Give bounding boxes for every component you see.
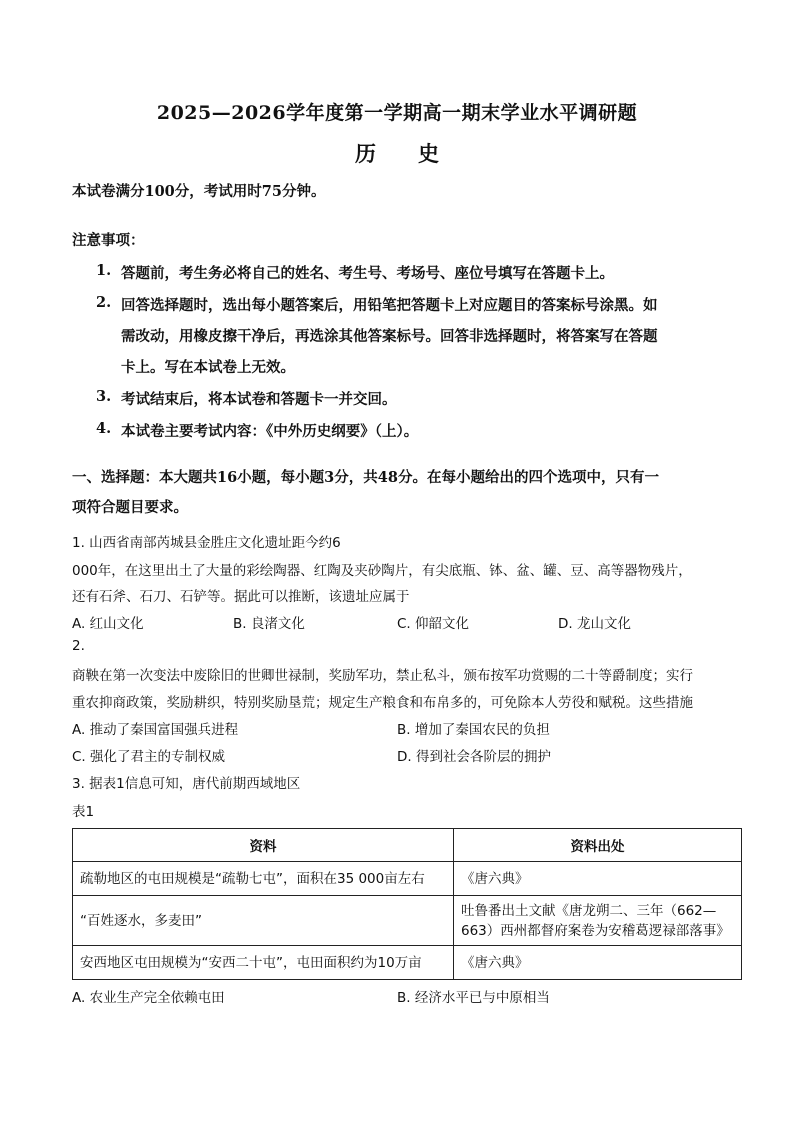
option-d: D. 得到社会各阶层的拥护 [397, 749, 551, 765]
option-b: B. 增加了秦国农民的负担 [397, 722, 550, 738]
option-a: A. 农业生产完全依赖屯田 [72, 990, 225, 1006]
exam-title: 2025—2026学年度第一学期高一期末学业水平调研题 [156, 102, 638, 124]
option-a: A. 红山文化 [72, 616, 144, 632]
option-b: B. 良渚文化 [233, 616, 305, 632]
table-cell-line: 《唐六典》 [461, 870, 529, 887]
table-row [73, 862, 742, 896]
option-c: C. 仰韶文化 [397, 616, 470, 632]
table-caption: 表1 [72, 804, 95, 820]
question-stem: 商鞅在第一次变法中废除旧的世卿世禄制，奖励军功，禁止私斗，颁布按军功赏赐的二十等爵制度；实行 [72, 668, 693, 684]
note-text: 卡上。写在本试卷上无效。 [121, 359, 295, 376]
table-cell: 疏勒地区的屯田规模是“疏勒七屯”，面积在35 000亩左右 [73, 862, 454, 896]
table-cell [454, 896, 742, 946]
table-cell-line: 《唐六典》 [461, 954, 529, 971]
section-heading-cont: 项符合题目要求。 [72, 499, 188, 516]
note-number: 3. [96, 388, 112, 405]
question-number: 2. [72, 638, 85, 654]
question-stem: 重农抑商政策，奖励耕织，特别奖励垦荒；规定生产粮食和布帛多的，可免除本人劳役和赋税。这些措施 [72, 695, 693, 711]
option-b: B. 经济水平已与中原相当 [397, 990, 550, 1006]
table-cell: 安西地区屯田规模为“安西二十屯”，屯田面积约为10万亩 [73, 946, 454, 980]
question-stem: 3. 据表1信息可知，唐代前期西域地区 [72, 776, 301, 792]
table-cell: “百姓逐水，多麦田” [73, 896, 454, 946]
note-number: 4. [96, 420, 112, 437]
section-heading: 一、选择题：本大题共16小题，每小题3分，共48分。在每小题给出的四个选项中，只有一 [72, 469, 659, 486]
note-text: 考试结束后，将本试卷和答题卡一并交回。 [121, 391, 397, 408]
note-text: 回答选择题时，选出每小题答案后，用铅笔把答题卡上对应题目的答案标号涂黑。如 [121, 297, 658, 314]
table-header: 资料 [73, 829, 454, 862]
subject-title: 历 史 [355, 141, 439, 166]
table-cell [454, 862, 742, 896]
question-stem: 000年，在这里出土了大量的彩绘陶器、红陶及夹砂陶片，有尖底瓶、钵、盆、罐、豆、高等器物残片， [72, 563, 692, 579]
notes-heading: 注意事项： [72, 232, 145, 249]
option-a: A. 推动了秦国富国强兵进程 [72, 722, 239, 738]
option-d: D. 龙山文化 [558, 616, 631, 632]
table-header-row [73, 829, 742, 862]
note-text: 需改动，用橡皮擦干净后，再选涂其他答案标号。回答非选择题时，将答案写在答题 [121, 328, 658, 345]
table-row [73, 946, 742, 980]
question-stem: 还有石斧、石刀、石铲等。据此可以推断，该遗址应属于 [72, 589, 410, 605]
source-table [72, 828, 742, 980]
table-cell-line: 663）西州都督府案卷为安稽葛逻禄部落事》 [461, 922, 730, 939]
note-number: 1. [96, 262, 112, 279]
question-stem: 1. 山西省南部芮城县金胜庄文化遗址距今约6 [72, 535, 341, 551]
option-c: C. 强化了君主的专制权威 [72, 749, 226, 765]
table-cell-line: 吐鲁番出土文献《唐龙朔二、三年（662— [461, 902, 717, 919]
note-text: 答题前，考生务必将自己的姓名、考生号、考场号、座位号填写在答题卡上。 [121, 265, 614, 282]
note-number: 2. [96, 294, 112, 311]
exam-info: 本试卷满分100分，考试用时75分钟。 [72, 183, 326, 200]
table-cell [454, 946, 742, 980]
table-header: 资料出处 [454, 829, 742, 862]
note-text: 本试卷主要考试内容：《中外历史纲要》（上）。 [121, 423, 419, 440]
table-row [73, 896, 742, 946]
